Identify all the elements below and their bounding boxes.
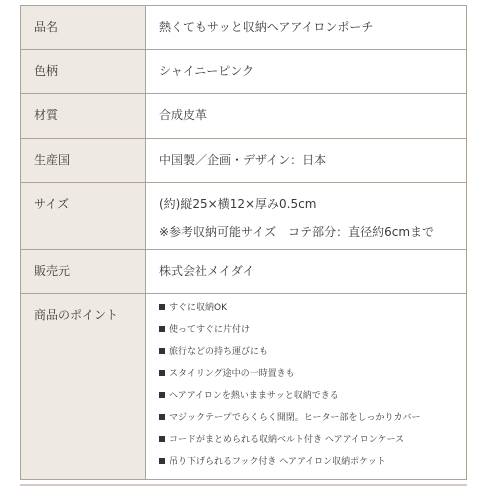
list-item	[159, 457, 466, 468]
list-item	[159, 369, 466, 380]
square-bullet-icon	[159, 326, 165, 332]
size-note: ※参考収納可能サイズ コテ部分：直径約6cmまで	[159, 225, 435, 239]
spec-value: シャイニーピンク	[146, 50, 467, 94]
spec-value	[146, 294, 467, 480]
spec-value: 熱くてもサッと収納ヘアアイロンポーチ	[146, 6, 467, 50]
point-text: 旅行などの持ち運びにも	[169, 347, 269, 357]
list-item	[159, 303, 466, 314]
list-item	[159, 325, 466, 336]
points-list	[159, 303, 466, 468]
point-text: スタイリング途中の一時置きも	[169, 369, 295, 379]
point-text: 使ってすぐに片付け	[169, 325, 251, 335]
spec-row-color	[21, 50, 467, 94]
square-bullet-icon	[159, 348, 165, 354]
square-bullet-icon	[159, 414, 165, 420]
product-spec-table	[20, 5, 467, 480]
spec-row-points	[21, 294, 467, 480]
square-bullet-icon	[159, 304, 165, 310]
spec-label: 材質	[21, 94, 146, 139]
square-bullet-icon	[159, 392, 165, 398]
list-item	[159, 391, 466, 402]
spec-label: 色柄	[21, 50, 146, 94]
list-item	[159, 347, 466, 358]
point-text: 吊り下げられるフック付き ヘアアイロン収納ポケット	[169, 457, 386, 467]
point-text: すぐに収納OK	[169, 303, 227, 313]
spec-value	[146, 183, 467, 250]
list-item	[159, 435, 466, 446]
spec-label: 商品のポイント	[21, 294, 146, 480]
spec-label: 生産国	[21, 139, 146, 183]
spec-row-product-name	[21, 6, 467, 50]
spec-row-size	[21, 183, 467, 250]
spec-row-seller	[21, 250, 467, 294]
spec-value: 中国製／企画・デザイン：日本	[146, 139, 467, 183]
point-text: マジックテープでらくらく開閉。ヒーター部をしっかりカバー	[169, 413, 421, 423]
spec-label: サイズ	[21, 183, 146, 250]
point-text: コードがまとめられる収納ベルト付き ヘアアイロンケース	[169, 435, 405, 445]
spec-label: 品名	[21, 6, 146, 50]
spec-value: 株式会社メイダイ	[146, 250, 467, 294]
spec-row-origin	[21, 139, 467, 183]
square-bullet-icon	[159, 436, 165, 442]
spec-label: 販売元	[21, 250, 146, 294]
square-bullet-icon	[159, 458, 165, 464]
point-text: ヘアアイロンを熱いままサッと収納できる	[169, 391, 339, 401]
size-dimensions: (約)縦25×横12×厚み0.5cm	[159, 197, 317, 211]
list-item	[159, 413, 466, 424]
spec-row-material	[21, 94, 467, 139]
square-bullet-icon	[159, 370, 165, 376]
spec-value: 合成皮革	[146, 94, 467, 139]
